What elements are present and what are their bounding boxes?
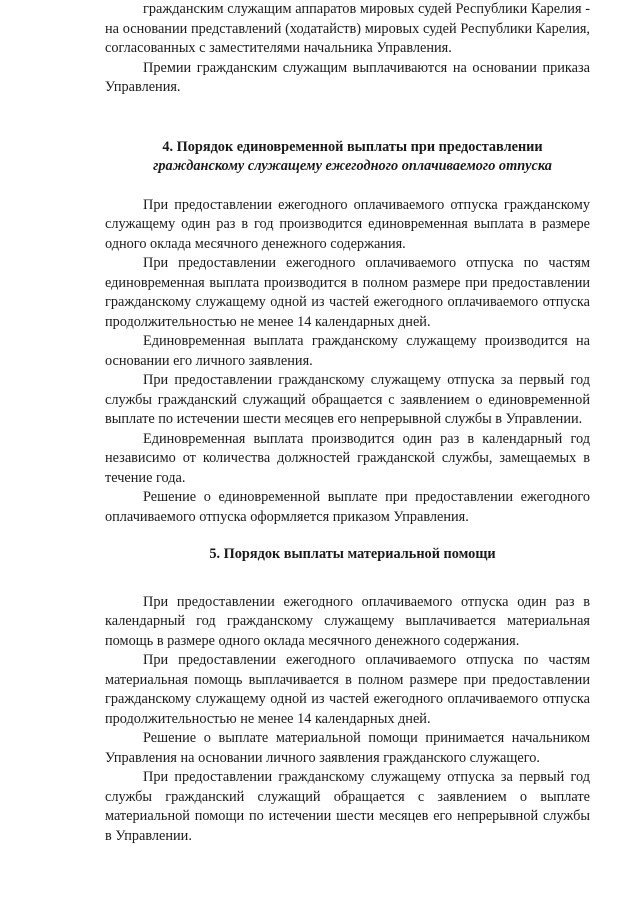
section-5-paragraph: При предоставлении ежегодного оплачиваемого отпуска по частям материальная помощь выплачивается в полном размере при предоставлении гражданскому служащему одной из частей ежегодного оплачиваемого отпуска продолжительностью не менее 14 календарных дней. [105,652,590,727]
section-5-paragraph: При предоставлении гражданскому служащему отпуска за первый год службы гражданский служащий обращается с заявлением о выплате материальной помощи по истечении шести месяцев его непрерывной службы в Управлении. [105,769,590,844]
section-4-heading [105,138,590,177]
section-4-paragraph: Единовременная выплата гражданскому служащему производится на основании его личного заявления. [105,333,590,369]
section-4-heading-line-2: гражданскому служащему ежегодного оплачиваемого отпуска [153,158,552,174]
section-4-paragraph: Решение о единовременной выплате при предоставлении ежегодного оплачиваемого отпуска оформляется приказом Управления. [105,489,590,525]
section-5-paragraph: При предоставлении ежегодного оплачиваемого отпуска один раз в календарный год гражданскому служащему выплачивается материальная помощь в размере одного оклада месячного денежного содержания. [105,593,590,649]
section-4-paragraph: При предоставлении гражданскому служащему отпуска за первый год службы гражданский служащий обращается с заявлением о единовременной выплате по истечении шести месяцев его непрерывной службы в Управлении. [105,372,590,427]
spacer [105,177,590,196]
section-5-heading: 5. Порядок выплаты материальной помощи [209,546,496,562]
spacer [105,98,590,138]
intro-paragraph-1: гражданским служащим аппаратов мировых судей Республики Карелия - на основании представлений (ходатайств) мировых судей Республики Карелия, согласованных с заместителями начальника Управления. [105,1,590,56]
section-5-paragraph: Решение о выплате материальной помощи принимается начальником Управления на основании личного заявления гражданского служащего. [105,730,590,766]
section-4-paragraph: При предоставлении ежегодного оплачиваемого отпуска гражданскому служащему один раз в год производится единовременная выплата в размере одного оклада месячного денежного содержания. [105,196,590,252]
spacer [105,565,590,593]
intro-paragraph-2: Премии гражданским служащим выплачиваются на основании приказа Управления. [105,59,590,95]
section-4-paragraph: Единовременная выплата производится один раз в календарный год независимо от количества должностей гражданской службы, замещаемых в течение года. [105,430,590,486]
section-4-paragraph: При предоставлении ежегодного оплачиваемого отпуска по частям единовременная выплата производится в полном размере при предоставлении гражданскому служащему одной из частей ежегодного оплачиваемого отпуска продолжительностью не менее 14 календарных дней. [105,255,590,330]
section-4-heading-line-1: 4. Порядок единовременной выплаты при предоставлении [162,138,543,155]
spacer [105,527,590,545]
